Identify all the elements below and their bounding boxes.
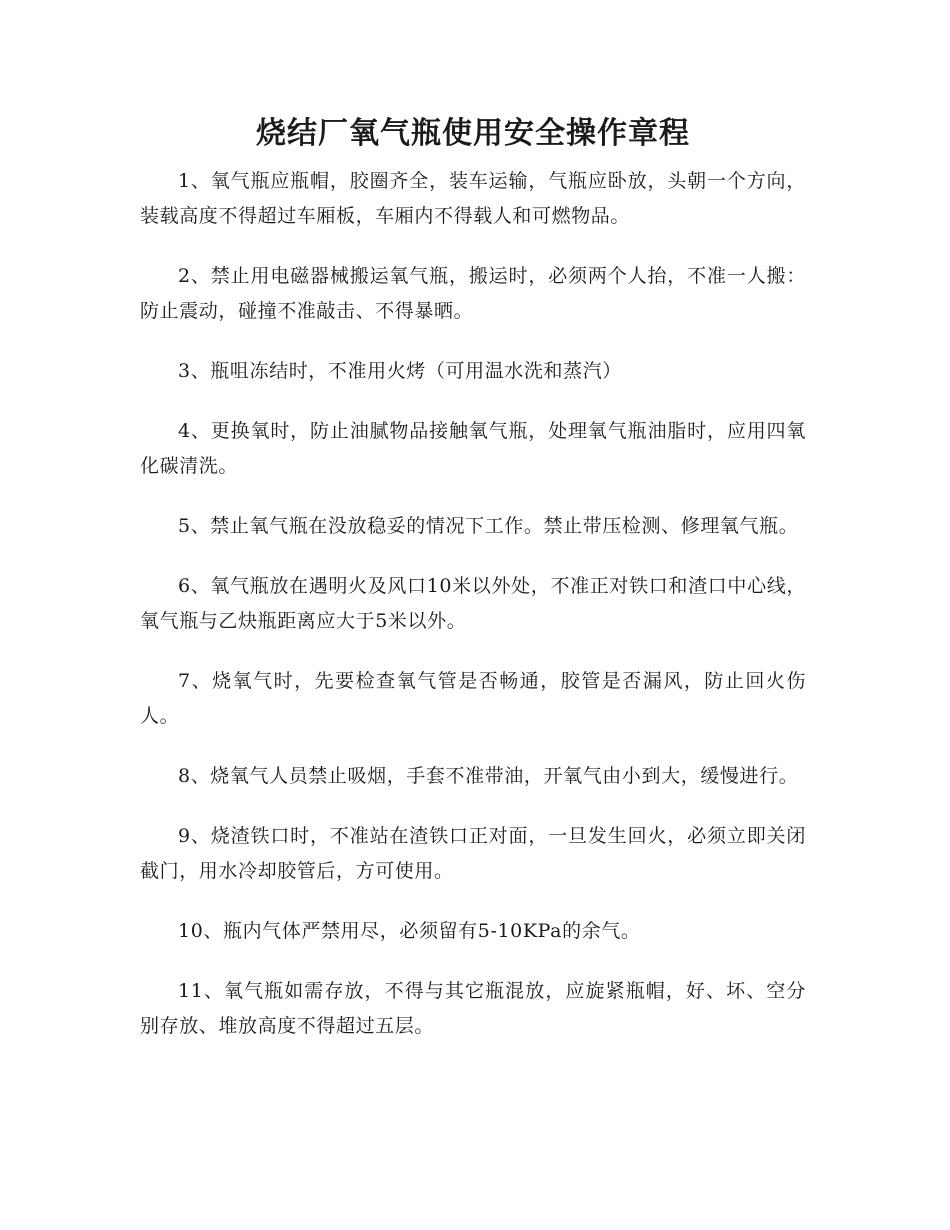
paragraph-8: 8、烧氧气人员禁止吸烟，手套不准带油，开氧气由小到大，缓慢进行。 bbox=[178, 765, 799, 787]
paragraph-11: 11、氧气瓶如需存放，不得与其它瓶混放，应旋紧瓶帽，好、坏、空分别存放、堆放高度不得超过五层。 bbox=[140, 980, 806, 1037]
paragraph-7: 7、烧氧气时，先要检查氧气管是否畅通，胶管是否漏风，防止回火伤人。 bbox=[140, 670, 806, 727]
paragraph-9: 9、烧渣铁口时，不准站在渣铁口正对面，一旦发生回火，必须立即关闭截门，用水冷却胶管后，方可使用。 bbox=[140, 825, 806, 882]
paragraph-10: 10、瓶内气体严禁用尽，必须留有5-10KPa的余气。 bbox=[178, 920, 641, 942]
paragraph-5: 5、禁止氧气瓶在没放稳妥的情况下工作。禁止带压检测、修理氧气瓶。 bbox=[178, 515, 799, 537]
paragraph-3: 3、瓶咀冻结时，不准用火烤（可用温水洗和蒸汽） bbox=[178, 360, 622, 382]
paragraph-2: 2、禁止用电磁器械搬运氧气瓶，搬运时，必须两个人抬，不准一人搬：防止震动，碰撞不准敲击、不得暴晒。 bbox=[140, 265, 806, 322]
paragraph-1: 1、氧气瓶应瓶帽，胶圈齐全，装车运输，气瓶应卧放，头朝一个方向，装载高度不得超过车厢板，车厢内不得载人和可燃物品。 bbox=[140, 170, 806, 227]
document-title: 烧结厂氧气瓶使用安全操作章程 bbox=[256, 116, 690, 151]
paragraph-6: 6、氧气瓶放在遇明火及风口10米以外处，不准正对铁口和渣口中心线，氧气瓶与乙炔瓶距离应大于5米以外。 bbox=[140, 575, 806, 632]
paragraph-4: 4、更换氧时，防止油腻物品接触氧气瓶，处理氧气瓶油脂时，应用四氧化碳清洗。 bbox=[140, 420, 806, 477]
